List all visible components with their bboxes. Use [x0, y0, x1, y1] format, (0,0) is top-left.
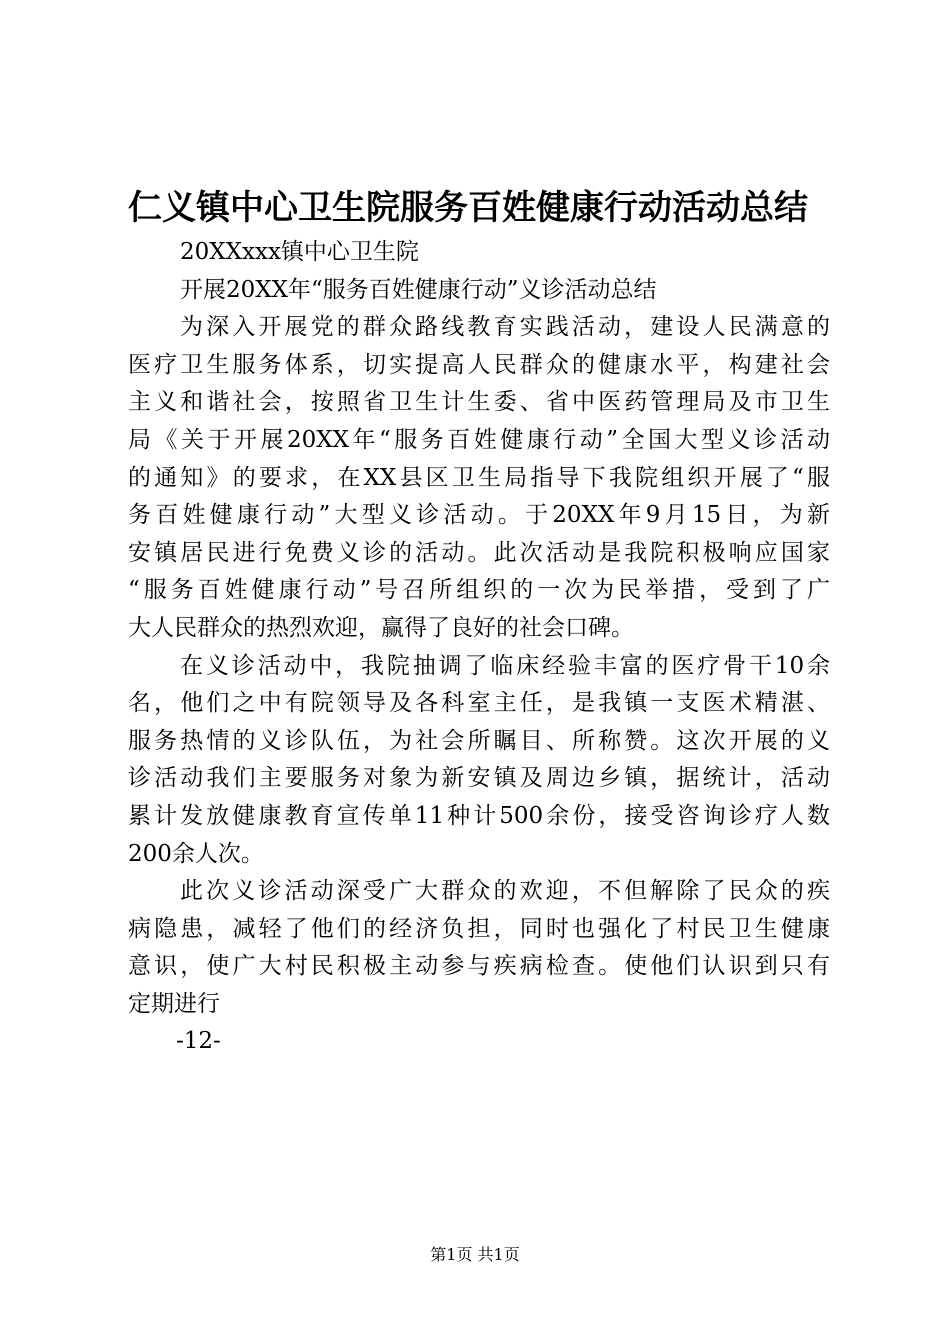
- paragraph-1: [128, 309, 830, 647]
- document-body: [128, 234, 830, 1061]
- paragraph-line: 定期进行: [128, 990, 220, 1017]
- paragraph-line: 的通知》的要求，在XX县区卫生局指导下我院组织开展了“服: [128, 464, 830, 491]
- paragraph-line: 为深入开展党的群众路线教育实践活动，建设人民满意的: [180, 314, 830, 341]
- paragraph-line: 安镇居民进行免费义诊的活动。此次活动是我院积极响应国家: [128, 539, 830, 566]
- paragraph-line: 医疗卫生服务体系，切实提高人民群众的健康水平，构建社会: [128, 351, 830, 378]
- paragraph-line: 名，他们之中有院领导及各科室主任，是我镇一支医术精湛、: [128, 690, 830, 717]
- paragraph-line: 此次义诊活动深受广大群众的欢迎，不但解除了民众的疾: [180, 878, 830, 905]
- paragraph-line: 大人民群众的热烈欢迎，赢得了良好的社会口碑。: [128, 614, 634, 641]
- document-title: 仁义镇中心卫生院服务百姓健康行动活动总结: [128, 188, 808, 228]
- paragraph-line: 诊活动我们主要服务对象为新安镇及周边乡镇，据统计，活动: [128, 765, 830, 792]
- paragraph-line: 在义诊活动中，我院抽调了临床经验丰富的医疗骨干10余: [180, 652, 830, 679]
- org-line: 20XXxxx镇中心卫生院: [180, 239, 419, 265]
- paragraph-line: 主义和谐社会，按照省卫生计生委、省中医药管理局及市卫生: [128, 389, 830, 416]
- paragraph-line: 局《关于开展20XX年“服务百姓健康行动”全国大型义诊活动: [128, 426, 830, 453]
- paragraph-line: 累计发放健康教育宣传单11种计500余份，接受咨询诊疗人数: [128, 802, 830, 829]
- page-marker: -12-: [176, 1028, 221, 1055]
- paragraph-2: [128, 648, 830, 874]
- page-footer: 第1页 共1页: [430, 1245, 520, 1264]
- paragraph-line: 意识，使广大村民积极主动参与疾病检查。使他们认识到只有: [128, 953, 830, 980]
- paragraph-3: [128, 873, 830, 1023]
- subtitle-line: 开展20XX年“服务百姓健康行动”义诊活动总结: [180, 276, 657, 303]
- paragraph-line: 病隐患，减轻了他们的经济负担，同时也强化了村民卫生健康: [128, 915, 830, 942]
- paragraph-line: 服务热情的义诊队伍，为社会所瞩目、所称赞。这次开展的义: [128, 727, 830, 754]
- paragraph-line: 200余人次。: [128, 840, 264, 867]
- paragraph-line: “服务百姓健康行动”号召所组织的一次为民举措，受到了广: [128, 577, 830, 604]
- paragraph-line: 务百姓健康行动”大型义诊活动。于20XX年9月15日，为新: [128, 502, 830, 529]
